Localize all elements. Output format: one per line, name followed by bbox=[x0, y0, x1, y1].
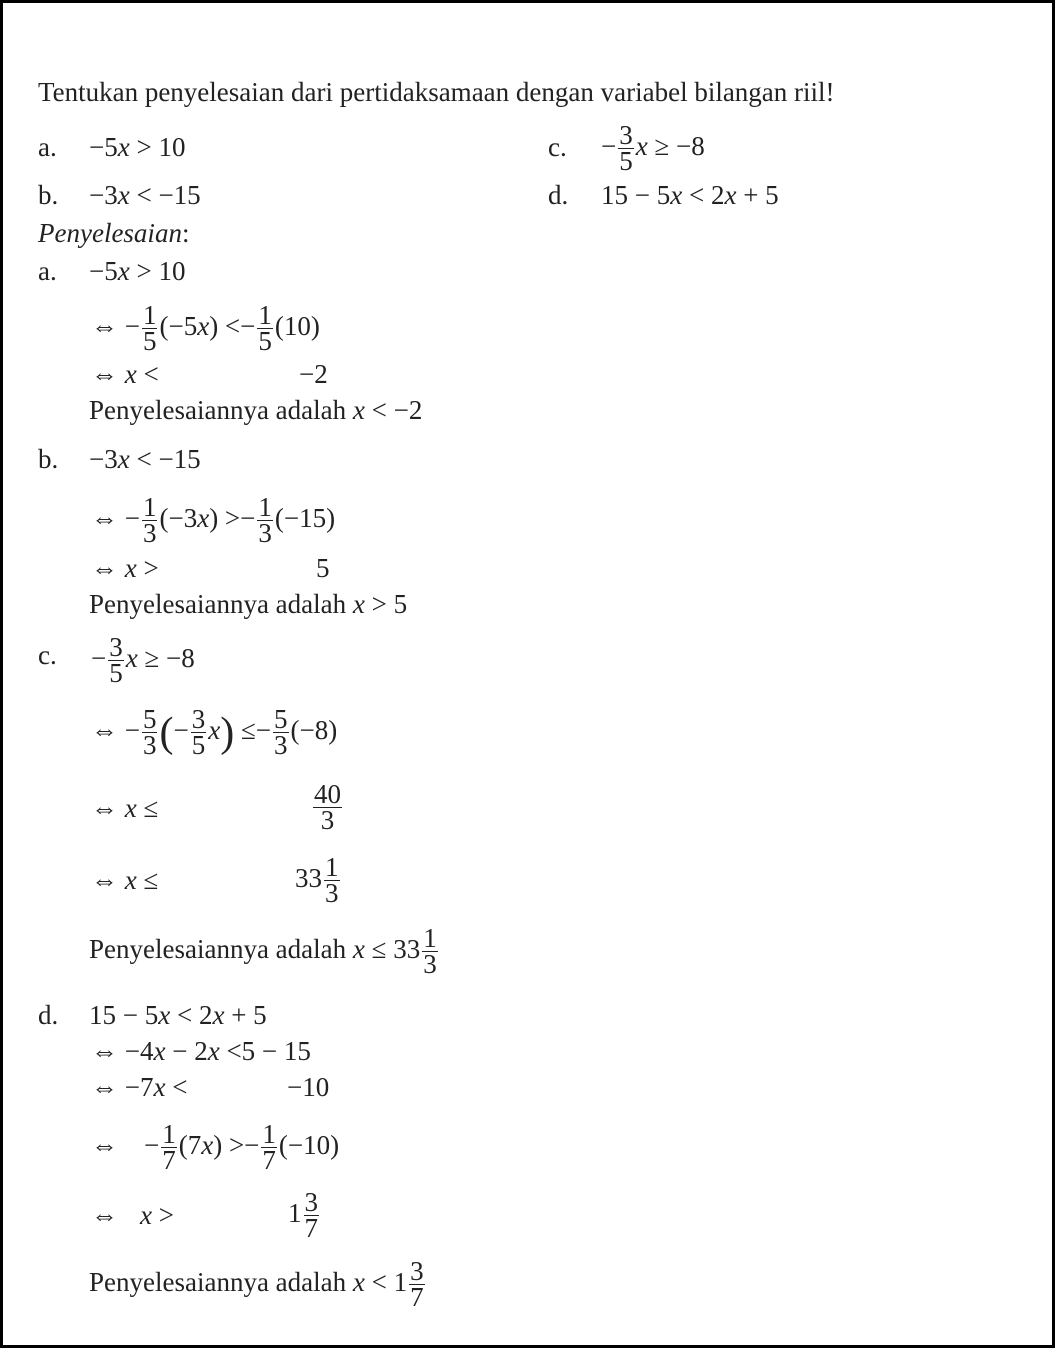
solution-b-label: b. bbox=[38, 444, 59, 474]
solution-b-line1: ⇔ − $\frac{1}{3}$ (−3x) >− $\frac{1}{3}$ (−15) bbox=[91, 492, 336, 549]
solution-d-line1: ⇔ −4x − 2x <5 − 15 bbox=[91, 1036, 311, 1066]
problem-c-label: c. bbox=[548, 132, 567, 162]
problem-a-label: a. bbox=[38, 132, 57, 162]
solution-c-line2-rhs bbox=[311, 779, 344, 836]
solution-d-line3: ⇔ − $\frac{1}{7}$ (7x) >− $\frac{1}{7}$ (−10) bbox=[91, 1119, 340, 1176]
problem-b-label: b. bbox=[38, 180, 59, 210]
solution-b-conclusion: Penyelesaiannya adalah x > 5 bbox=[89, 589, 408, 619]
solution-a-line2-lhs: ⇔ x < bbox=[91, 359, 159, 389]
fraction: $\frac{1}{7}$ bbox=[162, 1119, 176, 1176]
solution-d-line2-lhs: ⇔ −7x < bbox=[91, 1072, 188, 1102]
fraction: $\frac{1}{3}$ bbox=[423, 923, 437, 980]
solution-d-line2-rhs: −10 bbox=[287, 1072, 330, 1102]
fraction: $\frac{1}{3}$ bbox=[258, 492, 272, 549]
problem-d-expr: 15 − 5x < 2x + 5 bbox=[601, 180, 779, 210]
solution-d-conclusion: Penyelesaiannya adalah x < 1 $\frac{3}{7}$ bbox=[89, 1256, 424, 1313]
solution-a-line1: ⇔ − $\frac{1}{5}$ (−5x) <− $\frac{1}{5}$ (10) bbox=[91, 300, 320, 357]
solution-b-line2-rhs: 5 bbox=[316, 553, 330, 583]
fraction: $\frac{3}{7}$ bbox=[304, 1187, 318, 1244]
fraction: $\frac{1}{5}$ bbox=[258, 300, 272, 357]
problem-d-label: d. bbox=[548, 180, 569, 210]
instruction-text: Tentukan penyelesaian dari pertidaksamaan dengan variabel bilangan riil! bbox=[38, 77, 835, 107]
solution-d-line4-rhs: 1 $\frac{3}{7}$ bbox=[288, 1187, 318, 1244]
solution-c-line1: ⇔ − $\frac{5}{3}$ (− $\frac{3}{5}$ x) ≤− $\frac{5}{3}$ (−8) bbox=[91, 704, 338, 761]
fraction: $\frac{3}{5}$ bbox=[191, 704, 206, 761]
fraction: $\frac{3}{7}$ bbox=[410, 1256, 424, 1313]
solution-a-line0: −5x > 10 bbox=[89, 256, 186, 286]
solution-c-conclusion: Penyelesaiannya adalah x ≤ 33 $\frac{1}{3}$ bbox=[89, 923, 437, 980]
solution-d-label: d. bbox=[38, 1000, 59, 1030]
fraction: $\frac{40}{3}$ bbox=[314, 779, 341, 836]
solution-a-label: a. bbox=[38, 256, 57, 286]
solution-b-line0: −3x < −15 bbox=[89, 444, 201, 474]
problem-b-expr: −3x < −15 bbox=[89, 180, 201, 210]
solution-c-line0: − $\frac{3}{5}$ x ≥ −8 bbox=[91, 632, 195, 689]
problem-c-expr: − $\frac{3}{5}$ x ≥ −8 bbox=[601, 120, 705, 177]
solution-c-line2-lhs: ⇔ x ≤ bbox=[91, 793, 159, 823]
solution-a-conclusion: Penyelesaiannya adalah x < −2 bbox=[89, 395, 423, 425]
fraction: $\frac{1}{3}$ bbox=[325, 852, 339, 909]
fraction: $\frac{1}{3}$ bbox=[142, 492, 157, 549]
solution-c-line3-rhs: 33 $\frac{1}{3}$ bbox=[295, 852, 339, 909]
fraction: $\frac{3}{5}$ bbox=[619, 120, 633, 177]
fraction: $\frac{5}{3}$ bbox=[274, 704, 288, 761]
solution-c-line3-lhs: ⇔ x ≤ bbox=[91, 865, 159, 895]
problem-a-expr: −5x > 10 bbox=[89, 132, 186, 162]
solution-b-line2-lhs: ⇔ x > bbox=[91, 553, 159, 583]
solution-d-line4-lhs: ⇔ x > bbox=[91, 1200, 174, 1230]
fraction: $\frac{1}{5}$ bbox=[142, 300, 157, 357]
solution-d-line0: 15 − 5x < 2x + 5 bbox=[89, 1000, 267, 1030]
solution-a-line2-rhs: −2 bbox=[299, 359, 328, 389]
fraction: $\frac{1}{7}$ bbox=[262, 1119, 276, 1176]
fraction: $\frac{5}{3}$ bbox=[142, 704, 157, 761]
solution-c-label: c. bbox=[38, 640, 57, 670]
fraction: $\frac{3}{5}$ bbox=[109, 632, 123, 689]
solution-heading: Penyelesaian: bbox=[38, 218, 190, 248]
